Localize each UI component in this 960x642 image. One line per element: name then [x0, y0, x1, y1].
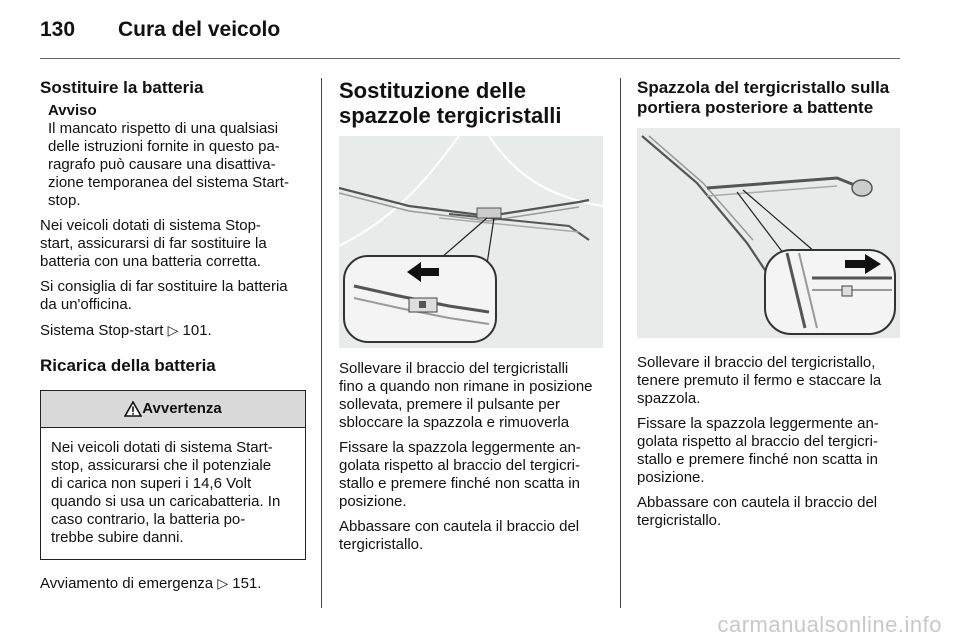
reference-text: Sistema Stop-start: [40, 322, 164, 339]
paragraph-stop-start: [40, 217, 306, 271]
text-line: Sollevare il braccio del tergicristalli: [339, 360, 569, 377]
cross-reference-stop-start[interactable]: [40, 321, 306, 340]
text-line: golata rispetto al braccio del tergicri-: [637, 433, 878, 450]
text-line: Si consiglia di far sostituire la batteria: [40, 278, 288, 295]
reference-page: 101.: [182, 322, 212, 339]
title-line: spazzole tergicristalli: [339, 103, 562, 128]
section-title-replace-battery: Sostituire la batteria: [40, 78, 204, 97]
paragraph-fit-rear-blade: [637, 415, 900, 487]
warning-title: Avvertenza: [142, 400, 222, 417]
note-line: stop.: [48, 192, 81, 209]
text-line: golata rispetto al braccio del tergicri-: [339, 457, 580, 474]
warning-box: [40, 390, 306, 560]
page-header: [40, 18, 280, 48]
text-line: batteria con una batteria corretta.: [40, 253, 261, 270]
note-block: [40, 102, 306, 210]
paragraph-lower-arm: [339, 518, 603, 554]
column-3: [637, 78, 900, 530]
text-line: tenere premuto il fermo e staccare la: [637, 372, 882, 389]
text-line: fino a quando non rimane in posizione: [339, 378, 593, 395]
page-reference-arrow-icon: ▷: [167, 322, 179, 338]
header-rule: [40, 58, 900, 59]
text-line: start, assicurarsi di far sostituire la: [40, 235, 267, 252]
warning-body: [41, 428, 305, 559]
note-line: delle istruzioni fornite in questo pa-: [48, 138, 280, 155]
cross-reference-jump-start[interactable]: [40, 574, 306, 593]
note-line: zione temporanea del sistema Start-: [48, 174, 289, 191]
warning-line: trebbe subire danni.: [51, 529, 184, 546]
column-divider-2: [620, 78, 621, 608]
warning-line: di carica non superi i 14,6 Volt: [51, 475, 252, 492]
page-number: 130: [40, 18, 76, 41]
warning-line: caso contrario, la batteria po-: [51, 511, 246, 528]
paragraph-lower-rear-arm: [637, 494, 900, 530]
paragraph-remove-rear-blade: [637, 354, 900, 408]
text-line: da un'officina.: [40, 296, 132, 313]
text-line: tergicristallo.: [339, 536, 424, 553]
text-line: Fissare la spazzola leggermente an-: [339, 439, 581, 456]
page-reference-arrow-icon: ▷: [217, 575, 229, 591]
paragraph-fit-blade: [339, 439, 603, 511]
rear-wiper-illustration: [637, 128, 900, 338]
note-line: Il mancato rispetto di una qualsiasi: [48, 120, 279, 137]
warning-line: Nei veicoli dotati di sistema Start-: [51, 439, 273, 456]
watermark: carmanualsonline.info: [717, 612, 942, 637]
note-line: ragrafo può causare una disattiva-: [48, 156, 276, 173]
text-line: posizione.: [637, 469, 705, 486]
section-title-battery-charging: Ricarica della batteria: [40, 356, 216, 375]
text-line: Fissare la spazzola leggermente an-: [637, 415, 879, 432]
page-title: Cura del veicolo: [118, 18, 281, 41]
note-title: Avviso: [48, 102, 97, 119]
text-line: posizione.: [339, 493, 407, 510]
reference-page: 151.: [232, 575, 262, 592]
text-line: Sollevare il braccio del tergicristallo,: [637, 354, 876, 371]
text-line: Abbassare con cautela il braccio del: [637, 494, 878, 511]
title-line: Sostituzione delle: [339, 78, 527, 103]
text-line: stallo e premere finché non scatta in: [339, 475, 580, 492]
section-title-wiper-blades: [339, 78, 603, 128]
warning-triangle-icon: [124, 401, 142, 417]
section-title-rear-wiper: [637, 78, 900, 118]
warning-header: [41, 391, 305, 428]
paragraph-workshop: [40, 278, 306, 314]
column-2: [339, 78, 603, 554]
text-line: spazzola.: [637, 390, 701, 407]
windscreen-wiper-illustration: [339, 136, 603, 348]
warning-line: quando si usa un caricabatteria. In: [51, 493, 281, 510]
title-line: portiera posteriore a battente: [637, 98, 874, 117]
text-line: sbloccare la spazzola e rimuoverla: [339, 414, 570, 431]
reference-text: Avviamento di emergenza: [40, 575, 214, 592]
text-line: stallo e premere finché non scatta in: [637, 451, 878, 468]
paragraph-remove-blade: [339, 360, 603, 432]
column-1: [40, 78, 306, 593]
text-line: sollevata, premere il pulsante per: [339, 396, 560, 413]
warning-line: stop, assicurarsi che il potenziale: [51, 457, 272, 474]
text-line: Nei veicoli dotati di sistema Stop-: [40, 217, 261, 234]
text-line: tergicristallo.: [637, 512, 722, 529]
text-line: Abbassare con cautela il braccio del: [339, 518, 580, 535]
title-line: Spazzola del tergicristallo sulla: [637, 78, 890, 97]
column-divider-1: [321, 78, 322, 608]
